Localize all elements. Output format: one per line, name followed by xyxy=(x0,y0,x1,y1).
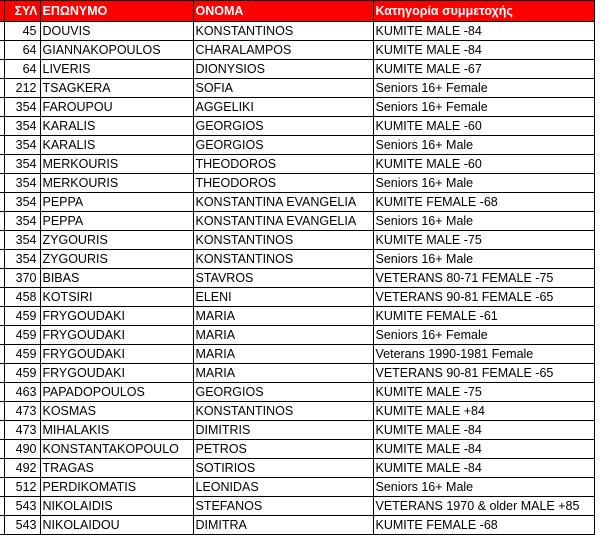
cell-surname[interactable]: MERKOURIS xyxy=(40,155,193,174)
table-row xyxy=(0,478,594,497)
cell-surname[interactable]: FRYGOUDAKI xyxy=(40,307,193,326)
cell-category[interactable]: VETERANS 90-81 FEMALE -65 xyxy=(373,288,594,307)
cell-category[interactable]: Seniors 16+ Female xyxy=(373,79,594,98)
cell-surname[interactable]: FRYGOUDAKI xyxy=(40,326,193,345)
cell-name[interactable]: MARIA xyxy=(193,326,373,345)
cell-surname[interactable]: PEPPA xyxy=(40,212,193,231)
cell-club-number[interactable]: 212 xyxy=(4,79,40,98)
cell-club-number[interactable]: 543 xyxy=(4,516,40,535)
cell-category[interactable]: KUMITE MALE -84 xyxy=(373,440,594,459)
cell-club-number[interactable]: 459 xyxy=(4,364,40,383)
table-row xyxy=(0,383,594,402)
table-row xyxy=(0,117,594,136)
cell-surname[interactable]: KOTSIRI xyxy=(40,288,193,307)
cell-club-number[interactable]: 45 xyxy=(4,22,40,41)
cell-name[interactable]: KONSTANTINOS xyxy=(193,250,373,269)
cell-club-number[interactable]: 354 xyxy=(4,193,40,212)
table-row xyxy=(0,231,594,250)
cell-club-number[interactable]: 463 xyxy=(4,383,40,402)
cell-club-number[interactable]: 512 xyxy=(4,478,40,497)
cell-surname[interactable]: LIVERIS xyxy=(40,60,193,79)
cell-category[interactable]: Seniors 16+ Female xyxy=(373,326,594,345)
cell-club-number[interactable]: 543 xyxy=(4,497,40,516)
cell-club-number[interactable]: 490 xyxy=(4,440,40,459)
cell-surname[interactable]: GIANNAKOPOULOS xyxy=(40,41,193,60)
cell-surname[interactable]: ZYGOURIS xyxy=(40,250,193,269)
cell-name[interactable]: KONSTANTINA EVANGELIA xyxy=(193,212,373,231)
cell-club-number[interactable]: 64 xyxy=(4,41,40,60)
table-row xyxy=(0,269,594,288)
cell-surname[interactable]: TRAGAS xyxy=(40,459,193,478)
cell-surname[interactable]: PERDIKOMATIS xyxy=(40,478,193,497)
cell-category[interactable]: KUMITE MALE -75 xyxy=(373,383,594,402)
header-category: Κατηγορία συμμετοχής xyxy=(373,1,594,22)
cell-category[interactable]: VETERANS 1970 & older MALE +85 xyxy=(373,497,594,516)
cell-category[interactable]: KUMITE MALE -84 xyxy=(373,22,594,41)
table-row xyxy=(0,136,594,155)
cell-club-number[interactable]: 354 xyxy=(4,98,40,117)
cell-club-number[interactable]: 354 xyxy=(4,231,40,250)
header-row xyxy=(0,1,594,22)
cell-name[interactable]: DIMITRA xyxy=(193,516,373,535)
cell-name[interactable]: STAVROS xyxy=(193,269,373,288)
cell-name[interactable]: GEORGIOS xyxy=(193,383,373,402)
cell-surname[interactable]: PEPPA xyxy=(40,193,193,212)
cell-category[interactable]: KUMITE MALE -75 xyxy=(373,231,594,250)
cell-name[interactable]: GEORGIOS xyxy=(193,136,373,155)
table-row xyxy=(0,497,594,516)
cell-name[interactable]: GEORGIOS xyxy=(193,117,373,136)
table-row xyxy=(0,41,594,60)
cell-surname[interactable]: NIKOLAIDIS xyxy=(40,497,193,516)
cell-category[interactable]: KUMITE MALE -84 xyxy=(373,41,594,60)
cell-name[interactable]: KONSTANTINOS xyxy=(193,231,373,250)
cell-surname[interactable]: KONSTANTAKOPOULO xyxy=(40,440,193,459)
table-row xyxy=(0,288,594,307)
table-row xyxy=(0,326,594,345)
cell-surname[interactable]: TSAGKERA xyxy=(40,79,193,98)
cell-name[interactable]: LEONIDAS xyxy=(193,478,373,497)
cell-category[interactable]: KUMITE FEMALE -68 xyxy=(373,193,594,212)
cell-name[interactable]: KONSTANTINOS xyxy=(193,402,373,421)
cell-name[interactable]: SOTIRIOS xyxy=(193,459,373,478)
cell-category[interactable]: KUMITE MALE -60 xyxy=(373,117,594,136)
cell-category[interactable]: Seniors 16+ Male xyxy=(373,174,594,193)
cell-category[interactable]: Seniors 16+ Male xyxy=(373,136,594,155)
cell-surname[interactable]: MIHALAKIS xyxy=(40,421,193,440)
cell-category[interactable]: KUMITE MALE -84 xyxy=(373,421,594,440)
cell-surname[interactable]: FRYGOUDAKI xyxy=(40,345,193,364)
cell-club-number[interactable]: 354 xyxy=(4,136,40,155)
cell-club-number[interactable]: 354 xyxy=(4,250,40,269)
cell-club-number[interactable]: 354 xyxy=(4,212,40,231)
table-row xyxy=(0,440,594,459)
cell-surname[interactable]: FRYGOUDAKI xyxy=(40,364,193,383)
table-row xyxy=(0,364,594,383)
header-name: ΟΝΟΜΑ xyxy=(193,1,373,22)
cell-club-number[interactable]: 473 xyxy=(4,402,40,421)
cell-surname[interactable]: FAROUPOU xyxy=(40,98,193,117)
cell-club-number[interactable]: 354 xyxy=(4,117,40,136)
cell-name[interactable]: MARIA xyxy=(193,364,373,383)
table-row xyxy=(0,250,594,269)
cell-category[interactable]: KUMITE MALE -60 xyxy=(373,155,594,174)
cell-name[interactable]: DIONYSIOS xyxy=(193,60,373,79)
cell-surname[interactable]: ZYGOURIS xyxy=(40,231,193,250)
cell-category[interactable]: KUMITE FEMALE -61 xyxy=(373,307,594,326)
cell-category[interactable]: Seniors 16+ Male xyxy=(373,212,594,231)
table-row xyxy=(0,212,594,231)
cell-club-number[interactable]: 354 xyxy=(4,174,40,193)
cell-category[interactable]: VETERANS 90-81 FEMALE -65 xyxy=(373,364,594,383)
cell-category[interactable]: KUMITE MALE -84 xyxy=(373,459,594,478)
cell-category[interactable]: Seniors 16+ Male xyxy=(373,250,594,269)
cell-category[interactable]: KUMITE FEMALE -68 xyxy=(373,516,594,535)
cell-name[interactable]: AGGELIKI xyxy=(193,98,373,117)
cell-club-number[interactable]: 64 xyxy=(4,60,40,79)
table-row xyxy=(0,459,594,478)
cell-name[interactable]: SOFIA xyxy=(193,79,373,98)
cell-club-number[interactable]: 458 xyxy=(4,288,40,307)
table-row xyxy=(0,155,594,174)
table-body xyxy=(0,22,594,535)
cell-club-number[interactable]: 459 xyxy=(4,307,40,326)
cell-name[interactable]: KONSTANTINA EVANGELIA xyxy=(193,193,373,212)
table-row xyxy=(0,79,594,98)
cell-name[interactable]: MARIA xyxy=(193,345,373,364)
cell-name[interactable]: KONSTANTINOS xyxy=(193,22,373,41)
cell-surname[interactable]: BIBAS xyxy=(40,269,193,288)
cell-name[interactable]: PETROS xyxy=(193,440,373,459)
cell-category[interactable]: VETERANS 80-71 FEMALE -75 xyxy=(373,269,594,288)
cell-club-number[interactable]: 354 xyxy=(4,155,40,174)
cell-category[interactable]: KUMITE MALE +84 xyxy=(373,402,594,421)
table-row xyxy=(0,193,594,212)
table-row xyxy=(0,98,594,117)
cell-category[interactable]: Seniors 16+ Male xyxy=(373,478,594,497)
table-row xyxy=(0,345,594,364)
cell-name[interactable]: THEODOROS xyxy=(193,174,373,193)
cell-surname[interactable]: MERKOURIS xyxy=(40,174,193,193)
table-row xyxy=(0,22,594,41)
cell-category[interactable]: KUMITE MALE -67 xyxy=(373,60,594,79)
cell-category[interactable]: Seniors 16+ Female xyxy=(373,98,594,117)
cell-name[interactable]: CHARALAMPOS xyxy=(193,41,373,60)
cell-name[interactable]: MARIA xyxy=(193,307,373,326)
cell-surname[interactable]: PAPADOPOULOS xyxy=(40,383,193,402)
cell-name[interactable]: THEODOROS xyxy=(193,155,373,174)
cell-surname[interactable]: NIKOLAIDOU xyxy=(40,516,193,535)
cell-club-number[interactable]: 370 xyxy=(4,269,40,288)
cell-name[interactable]: STEFANOS xyxy=(193,497,373,516)
table-row xyxy=(0,174,594,193)
cell-club-number[interactable]: 459 xyxy=(4,345,40,364)
cell-category[interactable]: Veterans 1990-1981 Female xyxy=(373,345,594,364)
cell-club-number[interactable]: 473 xyxy=(4,421,40,440)
cell-name[interactable]: ELENI xyxy=(193,288,373,307)
table-row xyxy=(0,516,594,535)
header-club-number: ΣΥΛ xyxy=(4,1,40,22)
table-row xyxy=(0,307,594,326)
cell-surname[interactable]: KARALIS xyxy=(40,136,193,155)
header-surname: ΕΠΩΝΥΜΟ xyxy=(40,1,193,22)
cell-name[interactable]: DIMITRIS xyxy=(193,421,373,440)
cell-surname[interactable]: KARALIS xyxy=(40,117,193,136)
cell-club-number[interactable]: 492 xyxy=(4,459,40,478)
cell-surname[interactable]: KOSMAS xyxy=(40,402,193,421)
table-row xyxy=(0,60,594,79)
table-row xyxy=(0,402,594,421)
cell-club-number[interactable]: 459 xyxy=(4,326,40,345)
cell-surname[interactable]: DOUVIS xyxy=(40,22,193,41)
table-row xyxy=(0,421,594,440)
